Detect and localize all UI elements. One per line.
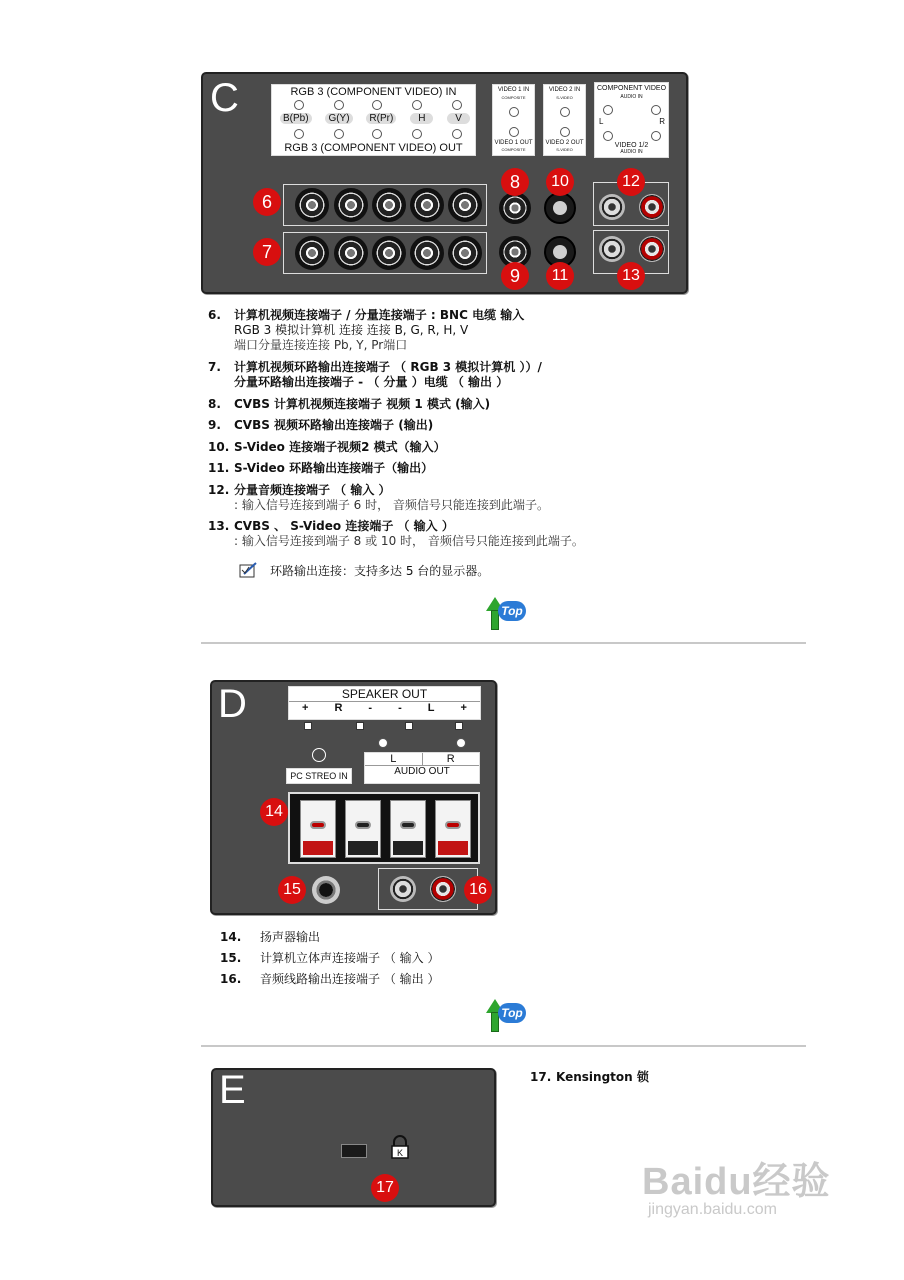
bnc-port bbox=[334, 236, 368, 270]
item-line: 端口分量连接连接 Pb, Y, Pr端口 bbox=[234, 338, 408, 352]
item-text bbox=[234, 483, 549, 513]
item-number: 8. bbox=[208, 397, 221, 411]
item-text bbox=[234, 308, 524, 353]
bnc-port bbox=[372, 188, 406, 222]
rgb-channel-label: R(Pr) bbox=[366, 113, 396, 124]
item-line: 计算机视频连接端子 / 分量连接端子 : BNC 电缆 输入 bbox=[234, 308, 525, 322]
section-divider bbox=[201, 642, 806, 644]
item-line: 分量音频连接端子 （ 输入 ） bbox=[234, 483, 391, 497]
indicator-square bbox=[356, 722, 364, 730]
video1-out-text: VIDEO 1 OUT bbox=[494, 140, 533, 146]
panel-d-letter: D bbox=[218, 682, 247, 726]
item-number: 17. bbox=[530, 1070, 552, 1084]
component-video-text: COMPONENT VIDEO bbox=[596, 85, 667, 92]
indicator-square bbox=[304, 722, 312, 730]
rca-white-jack bbox=[390, 876, 416, 902]
terminal-slot bbox=[445, 821, 461, 829]
video12-sub: AUDIO IN bbox=[620, 149, 643, 155]
item-text: 音频线路输出连接端子 （ 输出 ） bbox=[260, 972, 440, 986]
rgb-in-title: RGB 3 (COMPONENT VIDEO) IN bbox=[290, 86, 457, 98]
audio-r-text: R bbox=[659, 117, 665, 126]
item-number: 15. bbox=[220, 951, 242, 965]
bnc-port bbox=[410, 236, 444, 270]
speaker-out-title: SPEAKER OUT bbox=[289, 687, 480, 702]
svideo-port bbox=[544, 192, 576, 224]
bnc-port bbox=[448, 188, 482, 222]
bnc-port bbox=[295, 236, 329, 270]
callout-badge: 13 bbox=[617, 262, 645, 290]
rca-white-jack bbox=[599, 236, 625, 262]
speaker-terminal-block bbox=[288, 792, 480, 864]
terminal-tab bbox=[393, 841, 423, 855]
indicator-circle bbox=[294, 129, 304, 139]
item-text: 计算机立体声连接端子 （ 输入 ） bbox=[260, 951, 440, 965]
component-audio-label bbox=[594, 82, 669, 158]
item-number: 6. bbox=[208, 308, 221, 322]
top-button[interactable] bbox=[484, 997, 528, 1033]
indicator-circle bbox=[456, 738, 466, 748]
speaker-sign: R bbox=[334, 702, 343, 714]
item-text: CVBS 计算机视频连接端子 视频 1 模式 (输入) bbox=[234, 397, 491, 411]
item-line: 分量环路输出连接端子 - （ 分量 ）电缆 （ 输出 ） bbox=[234, 375, 509, 389]
item-number: 9. bbox=[208, 418, 221, 432]
item-text: S-Video 连接端子视频2 模式（输入） bbox=[234, 440, 446, 454]
video1-out-sub: COMPOSITE bbox=[501, 147, 526, 152]
bnc-port bbox=[334, 188, 368, 222]
item-line: : 输入信号连接到端子 6 时， 音频信号只能连接到此端子。 bbox=[234, 498, 549, 512]
rgb-channel-row bbox=[280, 113, 470, 124]
composite-port bbox=[499, 192, 531, 224]
bnc-port bbox=[410, 188, 444, 222]
terminal-tab bbox=[348, 841, 378, 855]
item-number: 11. bbox=[208, 461, 230, 475]
rca-red-jack bbox=[639, 194, 665, 220]
item-text bbox=[234, 519, 584, 549]
speaker-out-label bbox=[288, 686, 481, 720]
speaker-terminal bbox=[390, 800, 426, 858]
callout-badge: 17 bbox=[371, 1174, 399, 1202]
rca-white-jack bbox=[599, 194, 625, 220]
indicator-circle bbox=[372, 100, 382, 110]
speaker-sign: - bbox=[368, 702, 373, 714]
panel-c-image bbox=[201, 72, 688, 294]
terminal-slot bbox=[310, 821, 326, 829]
indicator-circle bbox=[509, 127, 519, 137]
indicator-circle bbox=[412, 100, 422, 110]
speaker-sign-row bbox=[289, 702, 480, 714]
indicator-circle bbox=[560, 127, 570, 137]
indicator-circle bbox=[603, 131, 613, 141]
top-label: Top bbox=[498, 601, 526, 621]
callout-badge: 12 bbox=[617, 168, 645, 196]
item-line: 计算机视频环路输出连接端子 （ RGB 3 模拟计算机 ））/ bbox=[234, 360, 542, 374]
item-text: CVBS 视频环路输出连接端子 (输出) bbox=[234, 418, 434, 432]
pc-stereo-circle bbox=[312, 748, 326, 762]
callout-badge: 7 bbox=[253, 238, 281, 266]
indicator-circle bbox=[560, 107, 570, 117]
note-pencil-icon bbox=[238, 561, 260, 579]
watermark-url: jingyan.baidu.com bbox=[648, 1201, 777, 1218]
audio-out-l: L bbox=[365, 753, 423, 765]
video1-label bbox=[492, 84, 535, 156]
audio-out-title: AUDIO OUT bbox=[394, 766, 450, 777]
indicator-circle bbox=[294, 100, 304, 110]
rgb-channel-label: H bbox=[410, 113, 433, 124]
video2-out-sub: S-VIDEO bbox=[556, 147, 573, 152]
pc-stereo-jack bbox=[312, 876, 340, 904]
callout-badge: 10 bbox=[546, 168, 574, 196]
speaker-sign: L bbox=[427, 702, 435, 714]
component-audio-in-text: AUDIO IN bbox=[620, 94, 643, 100]
item-line: RGB 3 模拟计算机 连接 连接 B, G, R, H, V bbox=[234, 323, 469, 337]
item-text bbox=[234, 360, 542, 390]
callout-badge: 9 bbox=[501, 262, 529, 290]
video2-in-sub: S-VIDEO bbox=[556, 95, 573, 100]
watermark-brand: Baidu经验 bbox=[642, 1161, 831, 1203]
speaker-sign: + bbox=[302, 702, 309, 714]
indicator-circle bbox=[334, 129, 344, 139]
section-divider bbox=[201, 1045, 806, 1047]
speaker-terminal bbox=[435, 800, 471, 858]
item-text: S-Video 环路输出连接端子（输出） bbox=[234, 461, 434, 475]
panel-e-letter: E bbox=[219, 1068, 246, 1112]
video2-out-text: VIDEO 2 OUT bbox=[545, 140, 584, 146]
bnc-port bbox=[295, 188, 329, 222]
audio-l-text: L bbox=[599, 117, 604, 126]
audio-out-lr-row bbox=[365, 753, 479, 766]
item-line: : 输入信号连接到端子 8 或 10 时， 音频信号只能连接到此端子。 bbox=[234, 534, 584, 548]
indicator-circle bbox=[412, 129, 422, 139]
pc-stereo-label: PC STREO IN bbox=[286, 768, 352, 784]
top-button[interactable] bbox=[484, 595, 528, 631]
item-number: 14. bbox=[220, 930, 242, 944]
indicator-circle bbox=[651, 131, 661, 141]
rca-red-jack bbox=[430, 876, 456, 902]
video1-in-text: VIDEO 1 IN bbox=[497, 87, 530, 93]
rgb-channel-label: V bbox=[447, 113, 470, 124]
item-text: 扬声器输出 bbox=[260, 930, 321, 944]
indicator-square bbox=[405, 722, 413, 730]
audio-out-label bbox=[364, 752, 480, 784]
svg-text:K: K bbox=[396, 1148, 404, 1158]
item-line: CVBS 、 S-Video 连接端子 （ 输入 ） bbox=[234, 519, 454, 533]
speaker-sign: - bbox=[398, 702, 402, 714]
rgb-in-label bbox=[271, 84, 476, 156]
terminal-slot bbox=[355, 821, 371, 829]
speaker-sign: + bbox=[460, 702, 467, 714]
rgb-channel-label: G(Y) bbox=[325, 113, 352, 124]
callout-badge: 11 bbox=[546, 262, 574, 290]
item-number: 13. bbox=[208, 519, 230, 533]
lock-icon bbox=[389, 1134, 411, 1160]
terminal-slot bbox=[400, 821, 416, 829]
audio-lr-row bbox=[599, 118, 665, 126]
terminal-tab bbox=[438, 841, 468, 855]
speaker-terminal bbox=[300, 800, 336, 858]
indicator-circle bbox=[452, 129, 462, 139]
note-text: 环路输出连接：支持多达 5 台的显示器。 bbox=[270, 564, 490, 578]
item-text: Kensington 锁 bbox=[556, 1070, 649, 1084]
panel-c-letter: C bbox=[210, 76, 239, 120]
item-number: 7. bbox=[208, 360, 221, 374]
item-number: 12. bbox=[208, 483, 230, 497]
indicator-circle bbox=[378, 738, 388, 748]
callout-badge: 6 bbox=[253, 188, 281, 216]
panel-d-image bbox=[210, 680, 497, 915]
indicator-circle bbox=[334, 100, 344, 110]
video1-in-sub: COMPOSITE bbox=[501, 95, 526, 100]
item-number: 16. bbox=[220, 972, 242, 986]
indicator-square bbox=[455, 722, 463, 730]
indicator-circle bbox=[603, 105, 613, 115]
rgb-out-title: RGB 3 (COMPONENT VIDEO) OUT bbox=[284, 142, 463, 154]
rgb-channel-label: B(Pb) bbox=[280, 113, 312, 124]
callout-badge: 14 bbox=[260, 798, 288, 826]
audio-out-r: R bbox=[446, 753, 455, 765]
video12-text: VIDEO 1/2 bbox=[614, 142, 649, 149]
indicator-circle bbox=[651, 105, 661, 115]
item-number: 10. bbox=[208, 440, 230, 454]
rca-red-jack bbox=[639, 236, 665, 262]
speaker-terminal bbox=[345, 800, 381, 858]
top-label: Top bbox=[498, 1003, 526, 1023]
panel-e-image bbox=[211, 1068, 496, 1207]
terminal-tab bbox=[303, 841, 333, 855]
bnc-port bbox=[448, 236, 482, 270]
callout-badge: 16 bbox=[464, 876, 492, 904]
indicator-circle bbox=[372, 129, 382, 139]
video2-label bbox=[543, 84, 586, 156]
indicator-circle bbox=[509, 107, 519, 117]
baidu-watermark bbox=[642, 1150, 831, 1219]
callout-badge: 8 bbox=[501, 168, 529, 196]
indicator-circle bbox=[452, 100, 462, 110]
callout-badge: 15 bbox=[278, 876, 306, 904]
bnc-port bbox=[372, 236, 406, 270]
video2-in-text: VIDEO 2 IN bbox=[548, 87, 581, 93]
kensington-slot bbox=[341, 1144, 367, 1158]
